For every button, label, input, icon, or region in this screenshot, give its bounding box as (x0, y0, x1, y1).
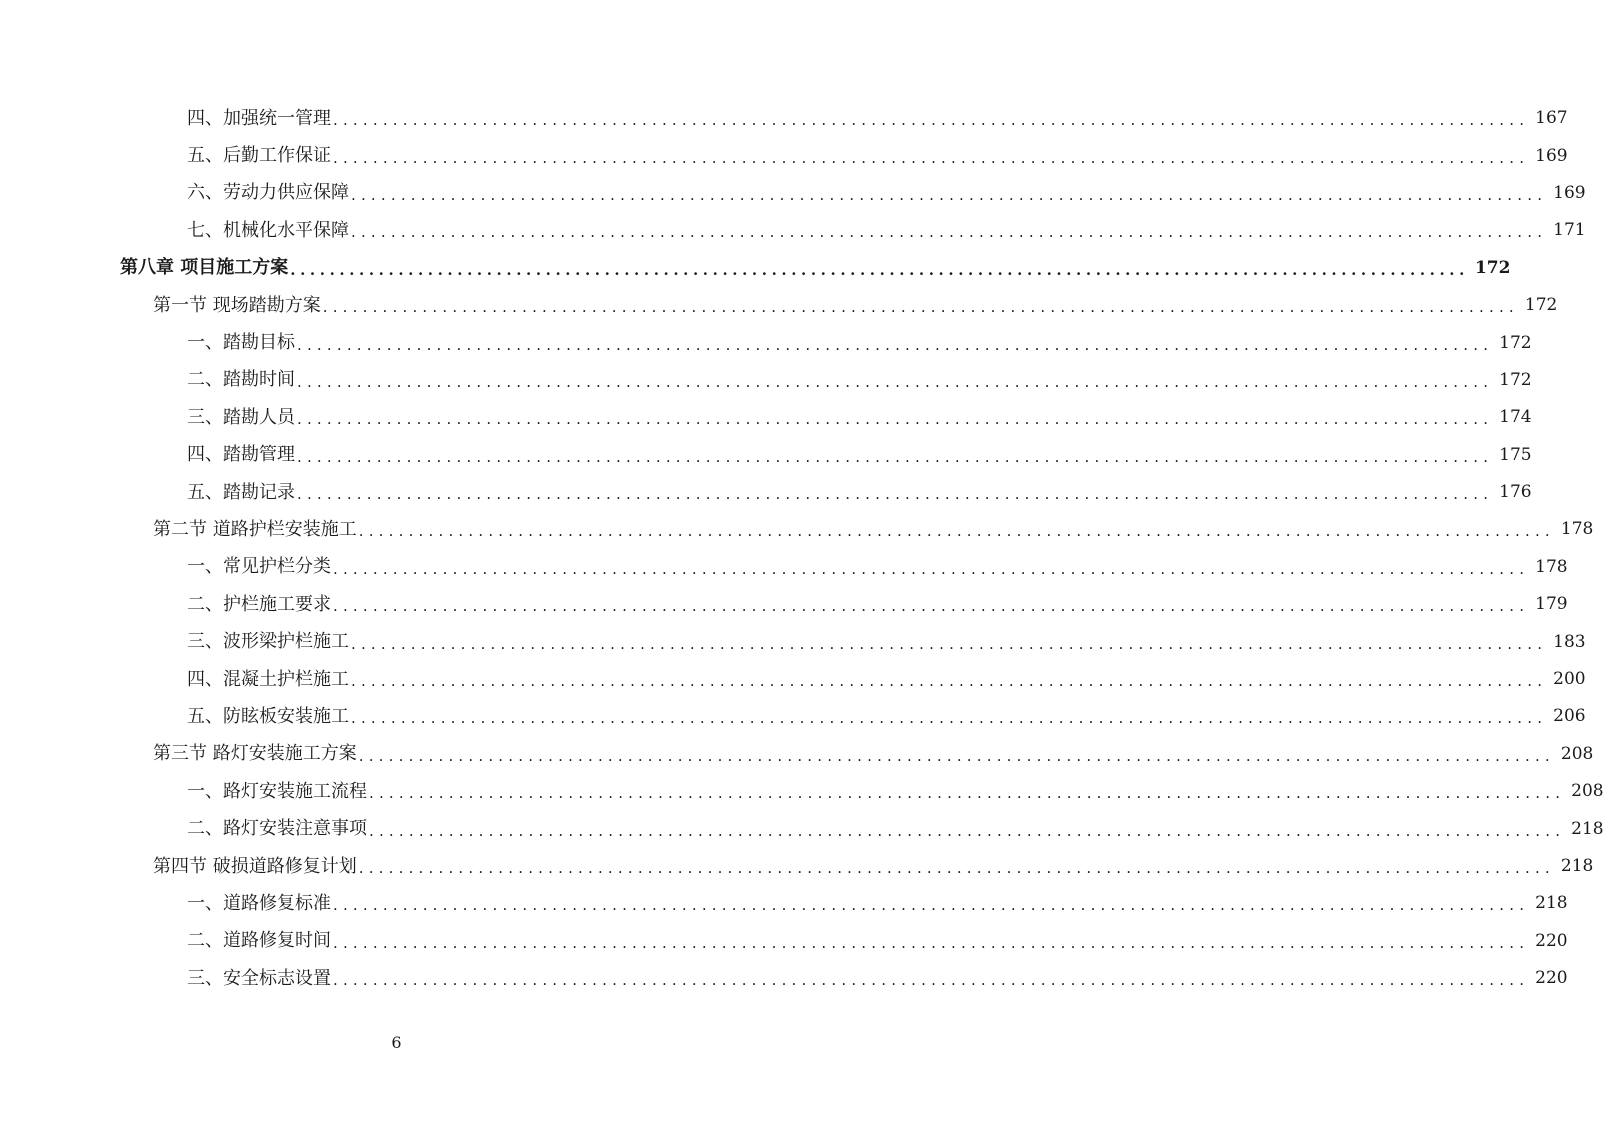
toc-entry-item[interactable] (0, 810, 1604, 847)
toc-entry-item[interactable] (0, 137, 1568, 174)
toc-entry-item[interactable] (0, 100, 1568, 137)
toc-entry-item[interactable] (0, 437, 1532, 474)
toc-dot-leader: ........................................................................................................................ (351, 185, 1548, 204)
toc-entry-page-number: 175 (1499, 444, 1532, 465)
toc-entry-label: 第一节 现场踏勘方案 (153, 294, 321, 316)
toc-entry-page-number: 169 (1535, 145, 1568, 166)
toc-dot-leader: ........................................................................................................................ (290, 260, 1469, 279)
toc-entry-page-number: 172 (1474, 257, 1511, 278)
toc-entry-page-number: 218 (1571, 818, 1604, 839)
toc-dot-leader: ........................................................................................................................ (358, 859, 1555, 877)
toc-dot-leader: ........................................................................................................................ (297, 447, 1494, 466)
toc-entry-label: 一、道路修复标准 (187, 892, 331, 914)
toc-entry-page-number: 169 (1553, 182, 1586, 203)
toc-entry-label: 第三节 路灯安装施工方案 (153, 743, 357, 765)
toc-entry-label: 第二节 道路护栏安装施工 (153, 518, 357, 540)
toc-dot-leader: ........................................................................................................................ (333, 971, 1530, 990)
toc-entry-page-number: 172 (1524, 295, 1558, 316)
toc-entry-page-number: 172 (1499, 332, 1532, 353)
toc-entry-page-number: 206 (1553, 706, 1586, 727)
toc-entry-page-number: 208 (1560, 743, 1594, 764)
toc-entry-item[interactable] (0, 661, 1586, 698)
toc-entry-page-number: 218 (1560, 856, 1594, 876)
toc-entry-item[interactable] (0, 324, 1532, 361)
toc-entry-section[interactable] (0, 287, 1558, 324)
toc-entry-item[interactable] (0, 362, 1532, 399)
toc-entry-item[interactable] (0, 698, 1586, 735)
toc-dot-leader: ........................................................................................................................ (333, 597, 1530, 616)
toc-entry-item[interactable] (0, 586, 1568, 623)
toc-dot-leader: ........................................................................................................................ (333, 148, 1530, 167)
table-of-contents (0, 100, 1604, 997)
toc-entry-section[interactable] (0, 736, 1594, 773)
toc-entry-label: 第四节 破损道路修复计划 (153, 855, 357, 877)
toc-entry-label: 五、防眩板安装施工 (187, 705, 349, 727)
toc-entry-page-number: 220 (1535, 930, 1568, 951)
toc-entry-label: 四、踏勘管理 (187, 444, 295, 466)
toc-entry-page-number: 178 (1535, 556, 1568, 577)
toc-entry-label: 一、路灯安装施工流程 (187, 780, 367, 802)
toc-dot-leader: ........................................................................................................................ (297, 335, 1494, 354)
toc-dot-leader: ........................................................................................................................ (333, 559, 1530, 578)
toc-dot-leader: ........................................................................................................................ (333, 896, 1530, 915)
toc-entry-page-number: 172 (1499, 369, 1532, 390)
page-number: 6 (391, 1033, 402, 1052)
toc-entry-page-number: 171 (1553, 220, 1586, 241)
toc-entry-label: 二、踏勘时间 (187, 369, 295, 391)
toc-entry-label: 六、劳动力供应保障 (187, 182, 349, 204)
toc-entry-label: 一、常见护栏分类 (187, 556, 331, 578)
toc-entry-chapter[interactable] (0, 250, 1511, 287)
toc-entry-item[interactable] (0, 175, 1586, 212)
toc-entry-label: 二、护栏施工要求 (187, 593, 331, 615)
toc-dot-leader: ........................................................................................................................ (351, 634, 1548, 653)
toc-dot-leader: ........................................................................................................................ (297, 372, 1494, 391)
toc-entry-item[interactable] (0, 885, 1568, 922)
toc-entry-label: 二、道路修复时间 (187, 930, 331, 952)
toc-dot-leader: ........................................................................................................................ (358, 746, 1555, 765)
toc-entry-label: 四、加强统一管理 (187, 107, 331, 129)
toc-entry-page-number: 200 (1553, 669, 1586, 690)
toc-entry-label: 第八章 项目施工方案 (120, 257, 289, 279)
toc-entry-page-number: 167 (1535, 108, 1568, 129)
toc-entry-label: 七、机械化水平保障 (187, 219, 349, 241)
toc-entry-page-number: 178 (1560, 519, 1594, 540)
toc-entry-page-number: 174 (1499, 407, 1532, 428)
toc-entry-page-number: 218 (1535, 893, 1568, 914)
toc-dot-leader: ........................................................................................................................ (369, 784, 1566, 803)
toc-dot-leader: ........................................................................................................................ (351, 672, 1548, 691)
toc-entry-page-number: 176 (1499, 482, 1532, 503)
toc-entry-item[interactable] (0, 960, 1568, 997)
toc-entry-item[interactable] (0, 212, 1586, 249)
toc-entry-label: 三、踏勘人员 (187, 406, 295, 428)
toc-entry-label: 四、混凝土护栏施工 (187, 668, 349, 690)
toc-entry-section[interactable] (0, 511, 1594, 548)
toc-dot-leader: ........................................................................................................................ (333, 111, 1530, 130)
toc-dot-leader: ........................................................................................................................ (369, 821, 1566, 840)
toc-entry-item[interactable] (0, 923, 1568, 960)
toc-dot-leader: ........................................................................................................................ (351, 223, 1548, 242)
toc-entry-label: 三、安全标志设置 (187, 967, 331, 989)
toc-entry-section[interactable] (0, 848, 1594, 885)
toc-entry-label: 三、波形梁护栏施工 (187, 631, 349, 653)
toc-entry-page-number: 208 (1571, 781, 1604, 802)
toc-entry-item[interactable] (0, 399, 1532, 436)
toc-dot-leader: ........................................................................................................................ (358, 522, 1555, 541)
toc-dot-leader: ........................................................................................................................ (297, 410, 1494, 429)
toc-entry-page-number: 183 (1553, 631, 1586, 652)
toc-entry-item[interactable] (0, 474, 1532, 511)
toc-dot-leader: ........................................................................................................................ (322, 298, 1519, 317)
toc-entry-item[interactable] (0, 623, 1586, 660)
toc-entry-item[interactable] (0, 773, 1604, 810)
toc-dot-leader: ........................................................................................................................ (351, 709, 1548, 728)
toc-dot-leader: ........................................................................................................................ (333, 933, 1530, 952)
toc-entry-label: 五、后勤工作保证 (187, 145, 331, 167)
toc-entry-label: 五、踏勘记录 (187, 481, 295, 503)
toc-entry-page-number: 179 (1535, 594, 1568, 615)
toc-entry-label: 一、踏勘目标 (187, 332, 295, 354)
toc-entry-page-number: 220 (1535, 968, 1568, 989)
toc-entry-label: 二、路灯安装注意事项 (187, 818, 367, 840)
toc-entry-item[interactable] (0, 549, 1568, 586)
toc-dot-leader: ........................................................................................................................ (297, 485, 1494, 504)
